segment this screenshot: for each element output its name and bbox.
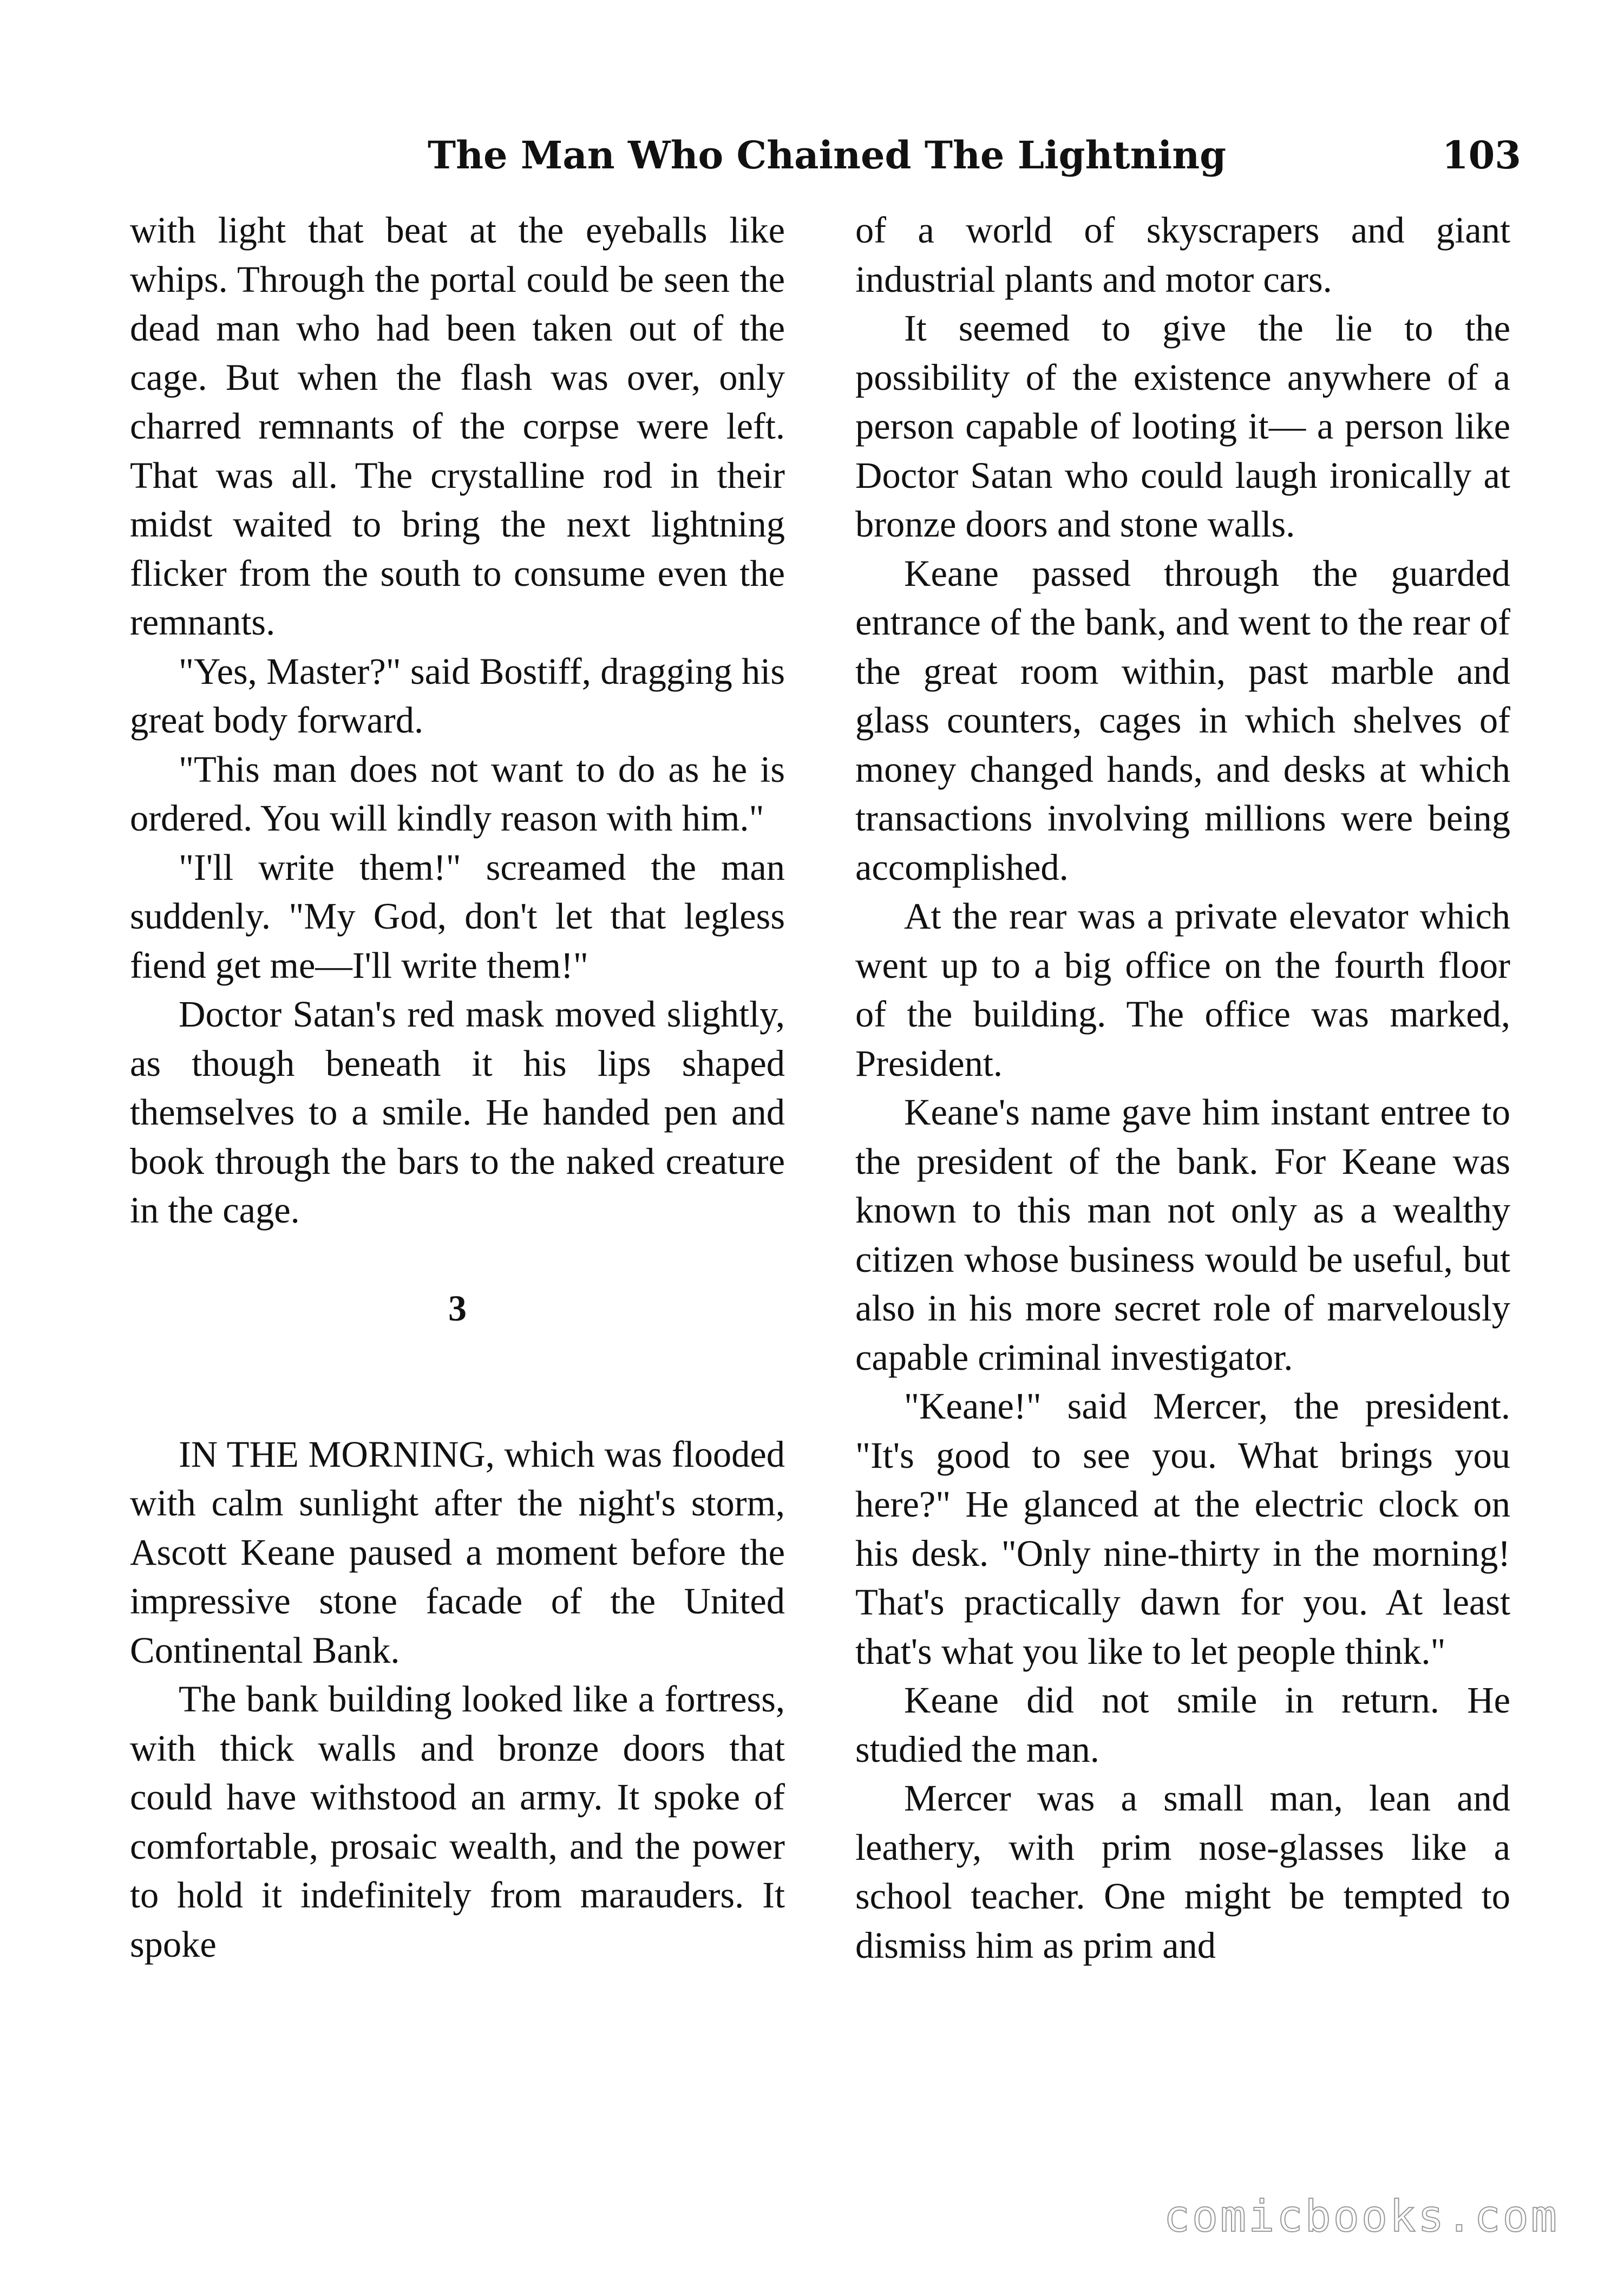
chapter-number: 3 <box>448 1287 467 1329</box>
paragraph: Keane did not smile in return. He studied the man. <box>855 1680 1510 1770</box>
paragraph: "I'll write them!" screamed the man suddenly. "My God, don't let that legless fiend get me—I'll write them!" <box>130 846 785 986</box>
paragraph: of a world of skyscrapers and giant industrial plants and motor cars. <box>855 210 1510 300</box>
running-head <box>428 126 1521 185</box>
paragraph: It seemed to give the lie to the possibility of the existence anywhere of a person capable of looting it— a person like Doctor Satan who could laugh ironically at bronze doors and stone walls. <box>855 308 1510 545</box>
paragraph: IN THE MORNING, which was flooded with calm sunlight after the night's storm, Ascott Keane paused a moment before the impressive stone facade of the United Continental Bank. <box>130 1433 785 1671</box>
page-number: 103 <box>1442 133 1521 178</box>
paragraph: "Keane!" said Mercer, the president. "It's good to see you. What brings you here?" He glanced at the electric clock on his desk. "Only nine-thirty in the morning! That's practically dawn for you. At least that's what you like to let people think." <box>855 1386 1510 1672</box>
watermark: comicbooks.com <box>1163 2191 1559 2242</box>
paragraph: Mercer was a small man, lean and leathery, with prim nose-glasses like a school teacher. One might be tempted to dismiss him as prim and <box>855 1778 1510 1966</box>
paragraph: At the rear was a private elevator which went up to a big office on the fourth floor of the building. The office was marked, President. <box>855 896 1510 1084</box>
paragraph: The bank building looked like a fortress, with thick walls and bronze doors that could have withstood an army. It spoke of comfortable, prosaic wealth, and the power to hold it indefinitely from marauders. It spoke <box>130 1678 785 1965</box>
paragraph: "Yes, Master?" said Bostiff, dragging his great body forward. <box>130 650 785 741</box>
right-column <box>855 206 1510 1970</box>
running-title: The Man Who Chained The Lightning <box>428 133 1227 178</box>
paragraph: Keane passed through the guarded entrance of the bank, and went to the rear of the great room within, past marble and glass counters, cages in which shelves of money changed hands, and desks at which transactions involving millions were being accomplished. <box>855 552 1510 888</box>
paragraph: with light that beat at the eyeballs like whips. Through the portal could be seen the dead man who had been taken out of the cage. But when the flash was over, only charred remnants of the corpse were left. That was all. The crystalline rod in their midst waited to bring the next lightning flicker from the south to consume even the remnants. <box>130 210 785 643</box>
paragraph: Keane's name gave him instant entree to the president of the bank. For Keane was known to this man not only as a wealthy citizen whose business would be useful, but also in his more secret role of marvelously capable criminal investigator. <box>855 1092 1510 1378</box>
left-column <box>130 206 785 1969</box>
paragraph: Doctor Satan's red mask moved slightly, as though beneath it his lips shaped themselves to a smile. He handed pen and book through the bars to the naked creature in the cage. <box>130 994 785 1231</box>
paragraph: "This man does not want to do as he is ordered. You will kindly reason with him." <box>130 748 785 839</box>
